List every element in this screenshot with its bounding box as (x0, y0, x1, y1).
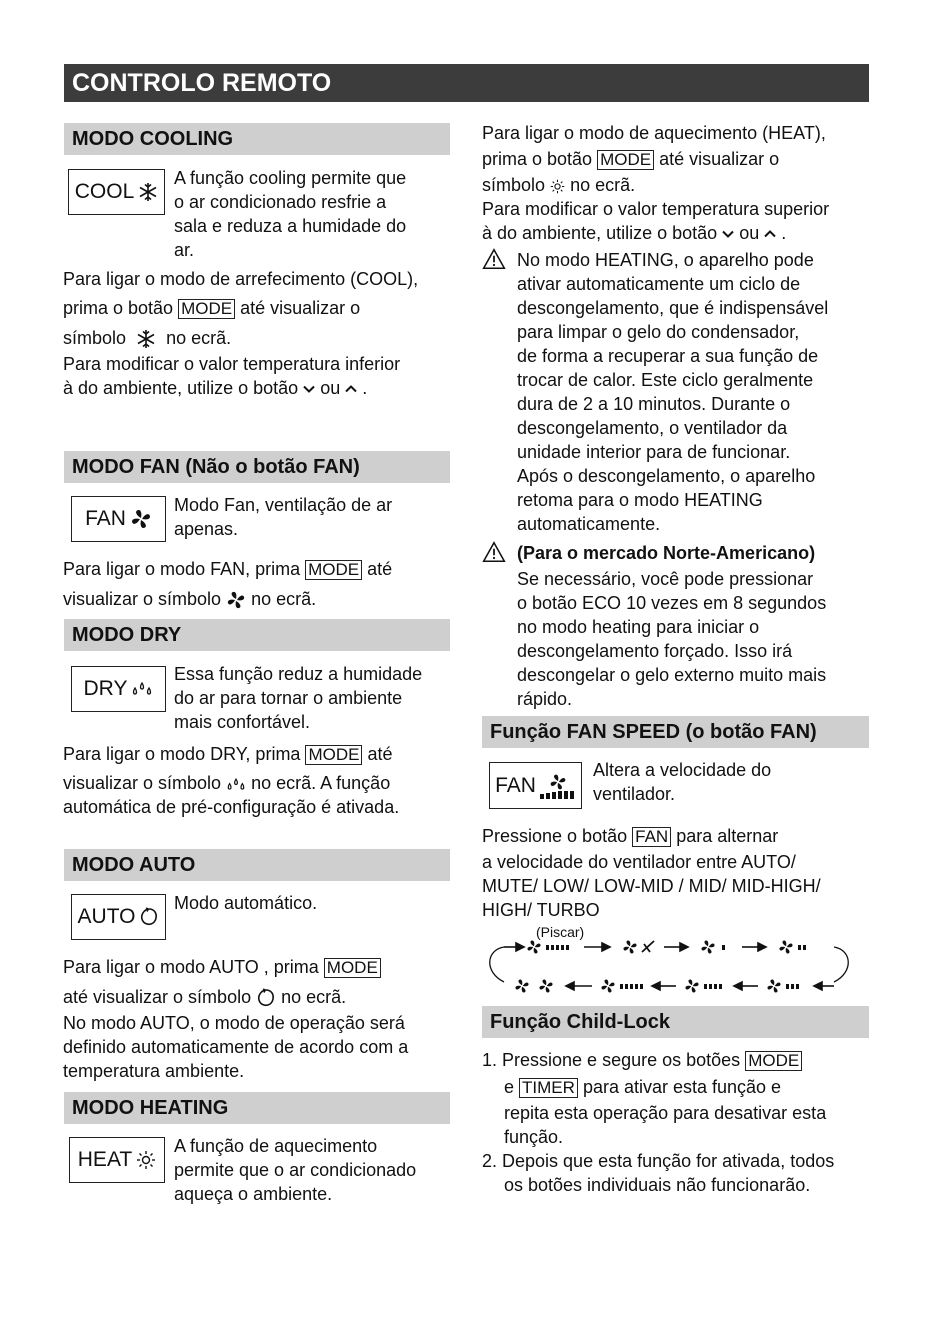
text: . (362, 378, 368, 398)
auto-display-label: AUTO (77, 905, 136, 928)
chevron-up-icon (764, 230, 776, 238)
heat-line: Para modificar o valor temperatura superior (482, 199, 830, 219)
mode-button-label: MODE (597, 150, 654, 170)
heat-desc-line: permite que o ar condicionado (174, 1160, 417, 1180)
heat-display-label: HEAT (77, 1148, 133, 1171)
chevron-down-icon (722, 230, 734, 238)
auto-display (71, 894, 166, 940)
page-title: CONTROLO REMOTO (64, 64, 869, 102)
auto-line: temperatura ambiente. (63, 1061, 245, 1081)
cool-desc-line: sala e reduza a humidade do (174, 216, 407, 236)
heat-line: Para ligar o modo de aquecimento (HEAT), (482, 123, 826, 143)
fan-desc-line: apenas. (174, 519, 239, 539)
text: ou (739, 223, 760, 243)
warning-line: Após o descongelamento, o aparelho (517, 466, 816, 486)
childlock-line: repita esta operação para desativar esta (504, 1103, 827, 1123)
blink-label: (Piscar) (536, 924, 585, 940)
warning-line: descongelamento, que é indispensável (517, 298, 829, 318)
text: até visualizar o (659, 149, 780, 169)
chevron-down-icon (303, 385, 315, 393)
mode-button-label: MODE (178, 299, 235, 319)
note-line: no modo heating para iniciar o (517, 617, 760, 637)
warning-line: de forma a recuperar a sua função de (517, 346, 819, 366)
childlock-line: os botões individuais não funcionarão. (504, 1175, 811, 1195)
mode-button-label: MODE (305, 560, 362, 580)
text: símbolo (63, 328, 127, 348)
auto-cycle-icon (139, 907, 159, 927)
cool-line: Para modificar o valor temperatura inferior (63, 354, 401, 374)
text: Para ligar o modo AUTO , prima (63, 957, 319, 977)
note-line: o botão ECO 10 vezes em 8 segundos (517, 593, 827, 613)
cool-display (68, 169, 165, 215)
fan-display-label: FAN (85, 507, 126, 530)
fan-icon (226, 590, 246, 610)
warning-line: unidade interior para de funcionar. (517, 442, 791, 462)
warning-icon (482, 541, 506, 563)
text: até (367, 744, 393, 764)
section-childlock-heading: Função Child-Lock (482, 1006, 869, 1038)
mode-button-label: MODE (324, 958, 381, 978)
cool-line: Para ligar o modo de arrefecimento (COOL), (63, 269, 419, 289)
text: à do ambiente, utilize o botão (482, 223, 718, 243)
fanspeed-line: HIGH/ TURBO (482, 900, 600, 920)
dry-desc-line: do ar para tornar o ambiente (174, 688, 403, 708)
section-cooling-heading: MODO COOLING (64, 123, 450, 155)
defrost-warning (517, 248, 828, 536)
note-line: rápido. (517, 689, 573, 709)
text: até (367, 559, 393, 579)
text: até visualizar o (240, 298, 361, 318)
auto-line: No modo AUTO, o modo de operação será (63, 1013, 405, 1033)
fan-description (174, 493, 392, 541)
text: e (504, 1077, 515, 1097)
childlock-line: função. (504, 1127, 564, 1147)
heat-desc-line: A função de aquecimento (174, 1136, 378, 1156)
section-fan-heading: MODO FAN (Não o botão FAN) (64, 451, 450, 483)
fanspeed-display-label: FAN (495, 773, 536, 797)
text: no ecrã. A função (251, 773, 391, 793)
dry-desc-line: mais confortável. (174, 712, 311, 732)
dry-line: automática de pré-configuração é ativada. (63, 797, 400, 817)
mode-button-label: MODE (745, 1051, 802, 1071)
warning-line: para limpar o gelo do condensador, (517, 322, 800, 342)
fan-instructions (63, 557, 392, 611)
mode-button-label: MODE (305, 745, 362, 765)
note-line: descongelar o gelo externo muito mais (517, 665, 827, 685)
warning-line: automaticamente. (517, 514, 661, 534)
childlock-instructions (482, 1048, 834, 1197)
note-line: Se necessário, você pode pressionar (517, 569, 814, 589)
text: visualizar o símbolo (63, 589, 222, 609)
snowflake-icon (138, 182, 158, 202)
text: no ecrã. (570, 175, 636, 195)
warning-line: descongelamento, o ventilador da (517, 418, 788, 438)
text: prima o botão (482, 149, 593, 169)
fanspeed-description (593, 758, 771, 806)
warning-line: No modo HEATING, o aparelho pode (517, 250, 814, 270)
note-line: descongelamento forçado. Isso irá (517, 641, 793, 661)
dry-droplets-icon (226, 778, 246, 791)
warning-line: trocar de calor. Este ciclo geralmente (517, 370, 814, 390)
fanspeed-desc-line: ventilador. (593, 784, 676, 804)
fanspeed-display (489, 762, 582, 809)
text: no ecrã. (166, 328, 232, 348)
dry-droplets-icon (131, 682, 153, 696)
text: Para ligar o modo DRY, prima (63, 744, 301, 764)
text: 1. Pressione e segure os botões (482, 1050, 741, 1070)
childlock-line: 2. Depois que esta função for ativada, todos (482, 1151, 835, 1171)
dry-desc-line: Essa função reduz a humidade (174, 664, 423, 684)
note-title: (Para o mercado Norte-Americano) (517, 543, 816, 563)
fan-speed-bars-icon (540, 791, 576, 799)
fan-speed-cycle-diagram (484, 938, 854, 1000)
auto-instructions (63, 955, 408, 1083)
fan-display (71, 496, 166, 542)
heat-desc-line: aqueça o ambiente. (174, 1184, 333, 1204)
auto-description (174, 891, 317, 915)
text: prima o botão (63, 298, 174, 318)
fan-button-label: FAN (632, 827, 671, 847)
text: . (781, 223, 787, 243)
text: no ecrã. (251, 589, 317, 609)
text: para alternar (676, 826, 779, 846)
chevron-up-icon (345, 385, 357, 393)
section-auto-heading: MODO AUTO (64, 849, 450, 881)
text: Para ligar o modo FAN, prima (63, 559, 301, 579)
text: até visualizar o símbolo (63, 987, 252, 1007)
text: Pressione o botão (482, 826, 628, 846)
text: para ativar esta função e (582, 1077, 782, 1097)
fanspeed-desc-line: Altera a velocidade do (593, 760, 772, 780)
fanspeed-line: a velocidade do ventilador entre AUTO/ (482, 852, 796, 872)
heat-display (69, 1137, 165, 1183)
cool-desc-line: A função cooling permite que (174, 168, 407, 188)
text: no ecrã. (281, 987, 347, 1007)
fanspeed-instructions (482, 824, 821, 922)
section-dry-heading: MODO DRY (64, 619, 450, 651)
text: visualizar o símbolo (63, 773, 222, 793)
cool-desc-line: ar. (174, 240, 195, 260)
warning-line: retoma para o modo HEATING (517, 490, 763, 510)
heat-instructions (482, 121, 829, 245)
sun-icon (136, 1150, 156, 1170)
warning-icon (482, 248, 506, 270)
text: ou (320, 378, 341, 398)
warning-line: ativar automaticamente um ciclo de (517, 274, 801, 294)
section-fanspeed-heading: Função FAN SPEED (o botão FAN) (482, 716, 869, 748)
cool-description (174, 166, 406, 262)
timer-button-label: TIMER (519, 1078, 578, 1098)
dry-instructions (63, 742, 399, 819)
heat-description (174, 1134, 416, 1206)
sun-icon (550, 179, 565, 194)
warning-line: dura de 2 a 10 minutos. Durante o (517, 394, 791, 414)
fan-desc-line: Modo Fan, ventilação de ar (174, 495, 393, 515)
text: símbolo (482, 175, 546, 195)
fan-icon (549, 773, 567, 791)
auto-cycle-icon (256, 988, 276, 1008)
cool-display-label: COOL (74, 180, 135, 203)
auto-line: definido automaticamente de acordo com a (63, 1037, 409, 1057)
cool-instructions (63, 267, 418, 400)
north-america-note (517, 541, 826, 711)
dry-description (174, 662, 422, 734)
dry-display (71, 666, 166, 712)
fan-icon (130, 508, 152, 530)
text: à do ambiente, utilize o botão (63, 378, 299, 398)
section-heating-heading: MODO HEATING (64, 1092, 450, 1124)
dry-display-label: DRY (83, 677, 128, 700)
cool-desc-line: o ar condicionado resfrie a (174, 192, 387, 212)
fanspeed-line: MUTE/ LOW/ LOW-MID / MID/ MID-HIGH/ (482, 876, 821, 896)
auto-desc-line: Modo automático. (174, 893, 318, 913)
snowflake-icon (136, 329, 156, 349)
